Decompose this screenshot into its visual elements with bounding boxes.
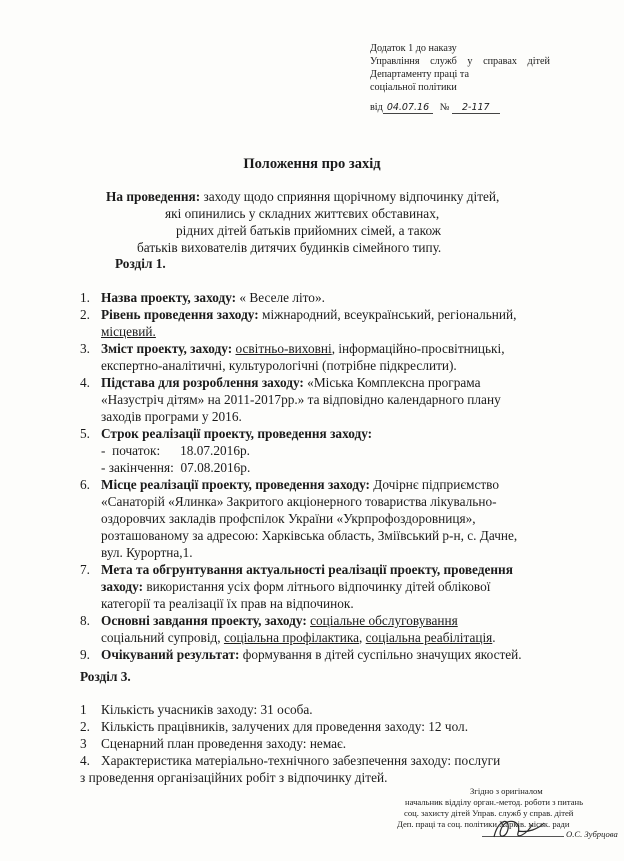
header-line: соціальної політики [370,82,457,93]
item-text: заходів програми у 2016. [101,409,242,424]
section-heading: Розділ 1. [115,256,166,271]
item-text: міжнародний, всеукраїнський, регіональний, [258,307,517,322]
item-number: 9. [80,647,90,662]
item-text: «Санаторій «Ялинка» Закритого акціонерного товариства лікувально- [101,494,497,509]
list-item: Кількість працівників, залучених для проведення заходу: 12 чол. [101,719,469,734]
underlined-task: соціальне обслуговування [310,613,458,628]
item-text: вул. Курортна,1. [101,545,193,560]
header-line: Департаменту праці та [370,69,469,80]
item-label: Мета та обгрунтування актуальності реалізації проекту, проведення [101,562,513,577]
list-item [101,374,480,391]
item-text: « Веселе літо». [236,290,325,305]
list-item [101,646,522,663]
list-item: Характеристика матеріально-технічного забезпечення заходу: послуги [101,753,501,768]
item-number: 2. [80,719,90,734]
stamp-line: Деп. праці та соц. політики Харків. міськ. ради [397,819,570,829]
item-text: , [359,630,366,645]
item-label: Очікуваний результат: [101,647,240,662]
order-date-line [370,101,500,114]
underlined-task: соціальна профілактика [223,630,359,645]
handwritten-number: 2-117 [452,102,500,114]
intro-line: які опинились у складних життєвих обставинах, [165,206,440,221]
list-item [101,612,458,629]
number-prefix: № [439,102,450,113]
document-title: Положення про захід [243,156,381,172]
handwritten-date: 04.07.16 [383,102,433,114]
item-label: Назва проекту, заходу: [101,290,237,305]
item-label: Основні завдання проекту, заходу: [101,613,307,628]
signature-icon [488,815,548,843]
intro-text: заходу щодо сприяння щорічному відпочинку дітей, [200,189,500,204]
item-text: використання усіх форм літнього відпочинку дітей облікової [143,579,491,594]
item-text: «Міська Комплексна програма [303,375,481,390]
header-word: справах [483,56,517,67]
list-item [101,340,505,357]
underlined-choice: освітньо-виховні [235,341,332,356]
item-label: Підстава для розроблення заходу: [101,375,304,390]
header-word: служб [430,56,457,67]
item-number: 3. [80,341,90,356]
underlined-task: соціальна реабілітація [365,630,493,645]
item-text: . [492,630,496,645]
list-item [101,476,499,493]
item-text: з проведення організаційних робіт з відпочинку дітей. [80,770,388,785]
date-prefix: від [370,102,383,113]
item-end-date: - закінчення: 07.08.2016р. [101,460,251,475]
list-item [101,306,516,323]
item-text: категорії та реалізації їх прав на відпочинок. [101,596,354,611]
item-text: Дочірнє підприємство [369,477,499,492]
item-text: , інформаційно-просвітницькі, [331,341,505,356]
item-number: 1 [80,702,87,717]
item-number: 4. [80,375,90,390]
intro-line: рідних дітей батьків прийомних сімей, а також [176,223,441,238]
section-heading: Розділ 3. [80,669,131,684]
item-number: 3 [80,736,87,751]
item-label: Строк реалізації проекту, проведення заходу: [101,426,373,441]
item-label: Зміст проекту, заходу: [101,341,233,356]
item-number: 5. [80,426,90,441]
intro-line [106,188,499,205]
signer-name: О.С. Зубрцова [566,829,618,839]
item-text: соціальний супровід, [101,630,224,645]
header-word: у [467,56,473,67]
item-number: 6. [80,477,90,492]
list-item [101,578,490,595]
header-line [370,55,550,68]
item-number: 7. [80,562,90,577]
item-number: 1. [80,290,90,305]
header-line: Додаток 1 до наказу [370,43,457,54]
item-number: 4. [80,753,90,768]
item-label: заходу: [101,579,144,594]
stamp-line: соц. захисту дітей Управ. служб у справ. дітей [404,808,574,818]
item-number: 2. [80,307,90,322]
item-number: 8. [80,613,90,628]
header-word: дітей [527,56,550,67]
item-text: формування в дітей суспільно значущих якостей. [239,647,522,662]
item-label: Рівень проведення заходу: [101,307,259,322]
list-item: Кількість учасників заходу: 31 особа. [101,702,313,717]
list-item [101,289,325,306]
item-start-date: - початок: 18.07.2016р. [101,443,250,458]
item-text: «Назустріч дітям» на 2011-2017рр.» та відповідно календарного плану [101,392,501,407]
intro-line: батьків вихователів дитячих будинків сімейного типу. [137,240,442,255]
intro-label: На проведення: [106,189,201,204]
item-text [101,629,496,646]
item-text: місцевий. [101,324,156,339]
list-item: Сценарний план проведення заходу: немає. [101,736,347,751]
stamp-line: Згідно з оригіналом [470,786,543,796]
header-word: Управління [370,56,420,67]
item-text: експертно-аналітичні, культурологічні (потрібне підкреслити). [101,358,457,373]
stamp-line: начальник відділу орган.-метод. роботи з питань [405,797,584,807]
item-text: оздоровчих закладів профспілок України «Укрпрофоздоровниця», [101,511,476,526]
item-text: розташованому за адресою: Харківська область, Зміївський р-н, с. Дачне, [101,528,518,543]
item-label: Місце реалізації проекту, проведення заходу: [101,477,370,492]
